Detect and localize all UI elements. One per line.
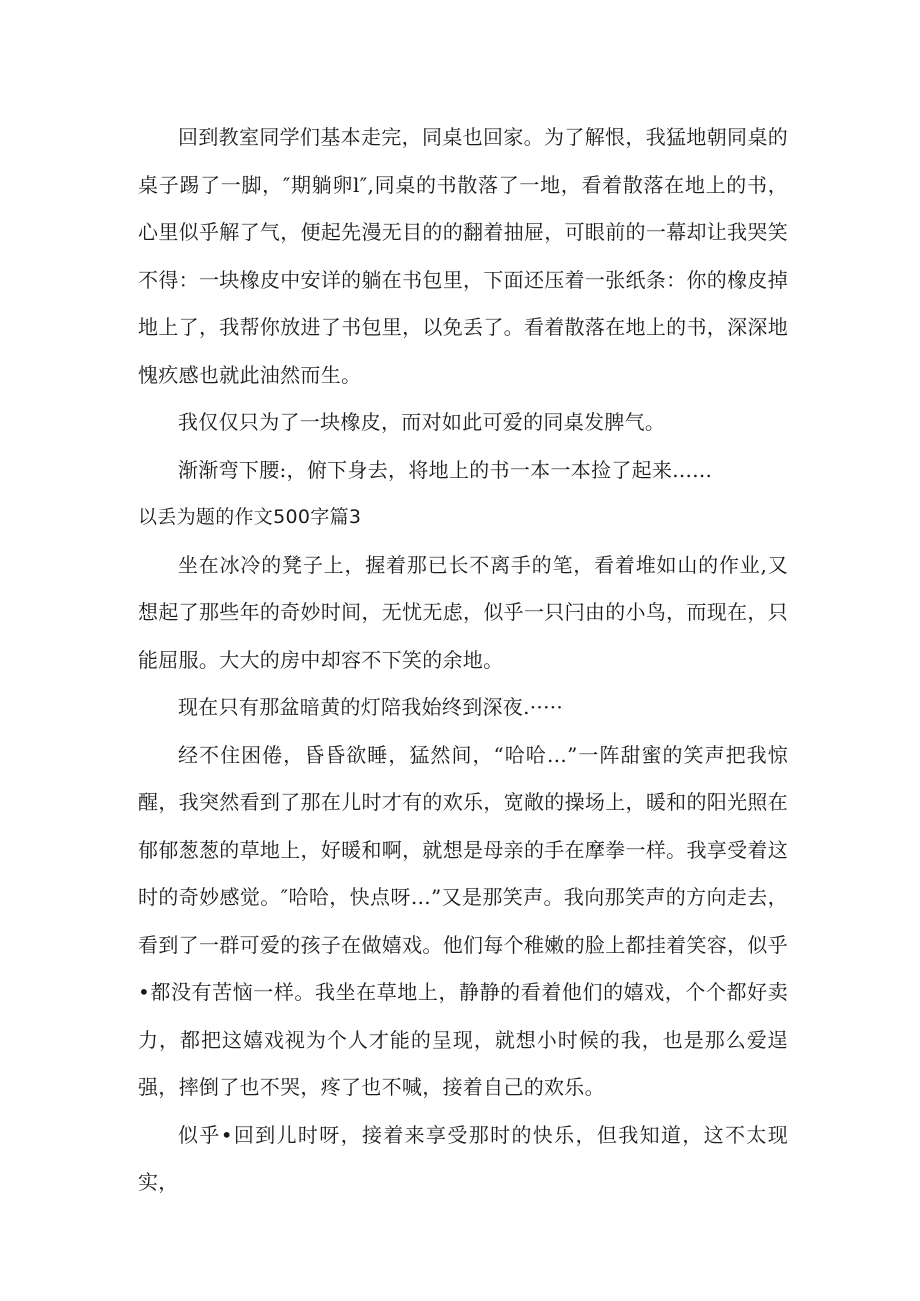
paragraph-cold-stool: 坐在冰冷的凳子上，握着那已长不离手的笔，看着堆如山的作业,又想起了那些年的奇妙时间，无忧无虑，似乎一只闩由的小鸟，而现在，只能屈服。大大的房中却容不下笑的余地。 — [138, 552, 788, 672]
paragraph-classroom: 回到教室同学们基本走完，同桌也回家。为了解恨，我猛地朝同桌的桌子踢了一脚，″期躺卵l″,同桌的书散落了一地，看着散落在地上的书，心里似乎解了气，便起先漫无目的的翻着抽屉，可眼前的一幕却让我哭笑不得：一块橡皮中安详的躺在书包里，下面还压着一张纸条：你的橡皮掉地上了，我帮你放进了书包里，以免丢了。看着散落在地上的书，深深地愧疚感也就此油然而生。 — [138, 125, 788, 387]
document-page — [138, 114, 788, 1207]
section-title: 以丢为题的作文500字篇3 — [138, 506, 362, 528]
paragraph-laughter: 经不住困倦，昏昏欲睡，猛然间，“哈哈…”一阵甜蜜的笑声把我惊醒，我突然看到了那在儿时才有的欢乐，宽敞的操场上，暖和的阳光照在郁郁葱葱的草地上，好暖和啊，就想是母亲的手在摩拳一样。我享受着这时的奇妙感觉。″哈哈，快点呀…”又是那笑声。我向那笑声的方向走去，看到了一群可爱的孩子在做嬉戏。他们每个稚嫩的脸上都挂着笑容，似乎•都没有苦恼一样。我坐在草地上，静静的看着他们的嬉戏，个个都好卖力，都把这嬉戏视为个人才能的呈现，就想小时候的我，也是那么爱逞强，摔倒了也不哭，疼了也不喊，接着自己的欢乐。 — [138, 742, 788, 1099]
paragraph-eraser: 我仅仅只为了一块橡皮，而对如此可爱的同桌发脾气。 — [178, 410, 666, 434]
paragraph-childhood: 似乎•回到儿时呀，接着来享受那时的快乐，但我知道，这不太现实， — [138, 1122, 788, 1194]
paragraph-lamp: 现在只有那盆暗黄的灯陪我始终到深夜.····· — [178, 695, 564, 719]
paragraph-pick-up-books: 渐渐弯下腰:，俯下身去，将地上的书一本一本捡了起来...... — [178, 457, 713, 482]
